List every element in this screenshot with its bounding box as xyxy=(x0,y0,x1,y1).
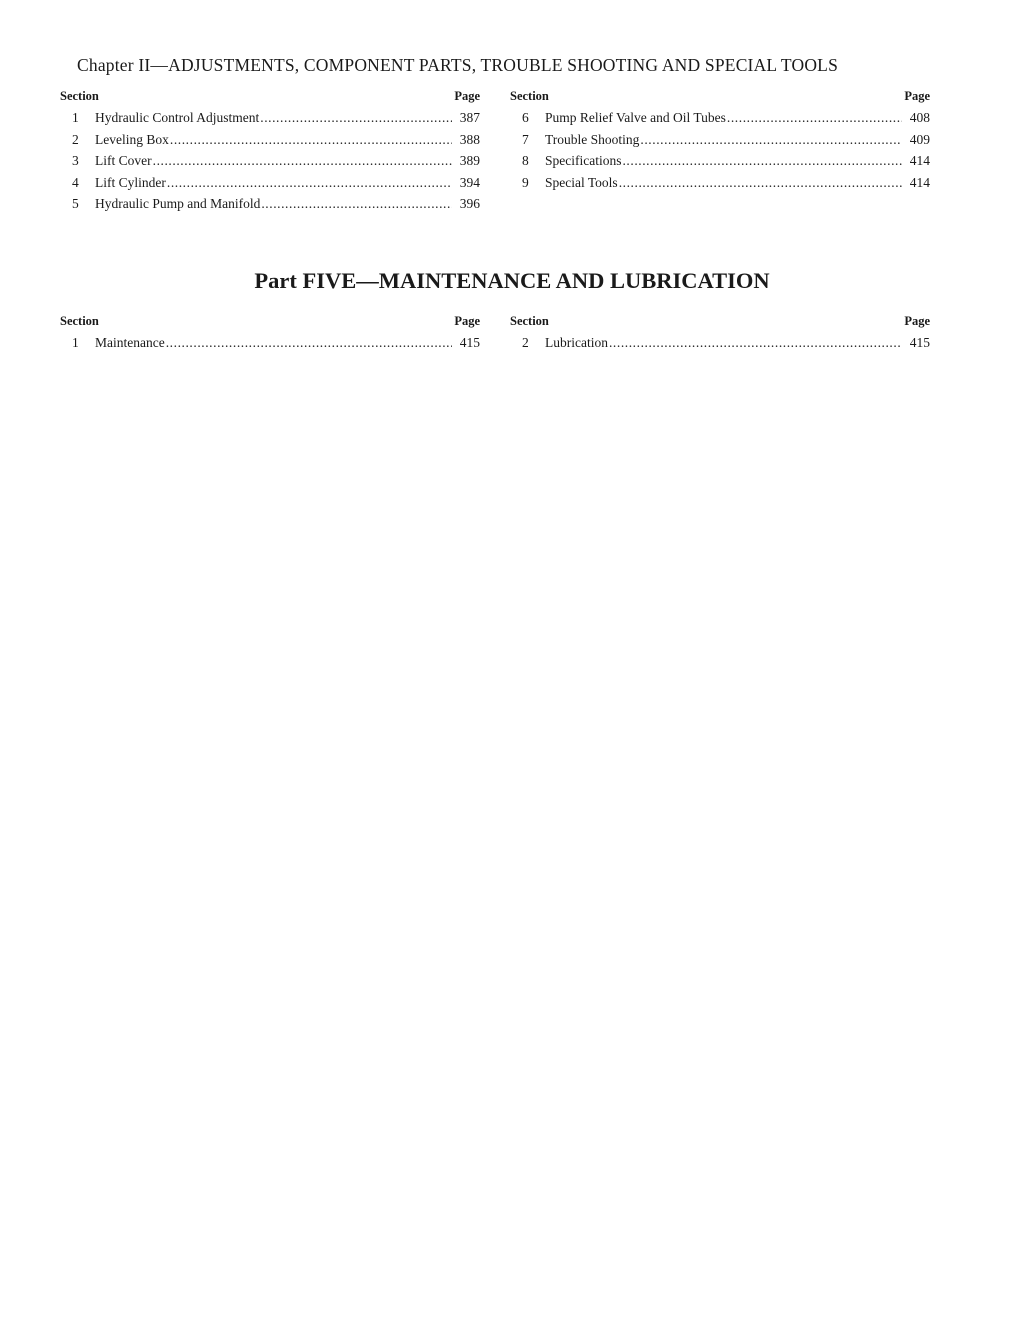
page-number: 415 xyxy=(909,335,930,350)
toc-entry xyxy=(60,129,480,151)
toc-header xyxy=(60,86,480,107)
dot-leader xyxy=(727,107,902,129)
section-title: Specifications xyxy=(545,153,622,168)
chapter-toc-left-column xyxy=(60,86,480,215)
toc-entry xyxy=(60,193,480,215)
section-column-header: Section xyxy=(510,314,549,328)
section-number: 7 xyxy=(522,131,529,147)
section-number: 3 xyxy=(72,153,79,168)
dot-leader xyxy=(640,129,902,151)
page-number: 388 xyxy=(459,131,480,147)
section-number: 2 xyxy=(522,335,529,350)
section-number: 4 xyxy=(72,174,79,190)
section-title: Trouble Shooting xyxy=(545,131,640,147)
section-title: Maintenance xyxy=(95,335,165,350)
section-number: 5 xyxy=(72,196,79,211)
toc-entry xyxy=(510,129,930,151)
section-number: 1 xyxy=(72,335,79,350)
part-toc-right-column xyxy=(510,311,930,354)
toc-entry xyxy=(60,107,480,129)
dot-leader xyxy=(166,332,452,354)
section-title: Hydraulic Pump and Manifold xyxy=(95,196,261,211)
dot-leader xyxy=(260,107,452,129)
page-number: 389 xyxy=(459,153,480,168)
page-number: 414 xyxy=(909,153,930,168)
page-number: 387 xyxy=(459,110,480,125)
toc-entry xyxy=(60,150,480,172)
section-number: 1 xyxy=(72,110,79,125)
page-number: 396 xyxy=(459,196,480,211)
toc-header xyxy=(510,311,930,332)
section-title: Lubrication xyxy=(545,335,608,350)
section-number: 2 xyxy=(72,131,79,147)
toc-header xyxy=(510,86,930,107)
section-number: 8 xyxy=(522,153,529,168)
section-title: Hydraulic Control Adjustment xyxy=(95,110,260,125)
page-number: 408 xyxy=(909,110,930,125)
page-number: 415 xyxy=(459,335,480,350)
page-column-header: Page xyxy=(904,314,930,328)
toc-entry xyxy=(510,332,930,354)
page-number: 409 xyxy=(909,131,930,147)
dot-leader xyxy=(619,172,902,194)
section-column-header: Section xyxy=(60,314,99,328)
section-title: Special Tools xyxy=(545,174,618,190)
section-title: Lift Cylinder xyxy=(95,174,166,190)
dot-leader xyxy=(622,150,902,172)
toc-header xyxy=(60,311,480,332)
toc-entry xyxy=(60,332,480,354)
page-column-header: Page xyxy=(454,89,480,103)
toc-entry xyxy=(510,107,930,129)
toc-entry xyxy=(60,172,480,194)
dot-leader xyxy=(261,193,452,215)
page-column-header: Page xyxy=(904,89,930,103)
dot-leader xyxy=(167,172,452,194)
section-title: Leveling Box xyxy=(95,131,169,147)
chapter-title: Chapter II—ADJUSTMENTS, COMPONENT PARTS, TROUBLE SHOOTING AND SPECIAL TOOLS xyxy=(77,55,838,75)
page-column-header: Page xyxy=(454,314,480,328)
section-title: Pump Relief Valve and Oil Tubes xyxy=(545,110,726,125)
section-column-header: Section xyxy=(60,89,99,103)
dot-leader xyxy=(609,332,902,354)
chapter-toc-right-column xyxy=(510,86,930,193)
page-number: 394 xyxy=(459,174,480,190)
toc-entry xyxy=(510,172,930,194)
dot-leader xyxy=(170,129,452,151)
section-title: Lift Cover xyxy=(95,153,152,168)
dot-leader xyxy=(153,150,452,172)
page-number: 414 xyxy=(909,174,930,190)
part-toc-left-column xyxy=(60,311,480,354)
section-number: 9 xyxy=(522,174,529,190)
section-column-header: Section xyxy=(510,89,549,103)
toc-entry xyxy=(510,150,930,172)
part-title: Part FIVE—MAINTENANCE AND LUBRICATION xyxy=(254,268,770,293)
section-number: 6 xyxy=(522,110,529,125)
